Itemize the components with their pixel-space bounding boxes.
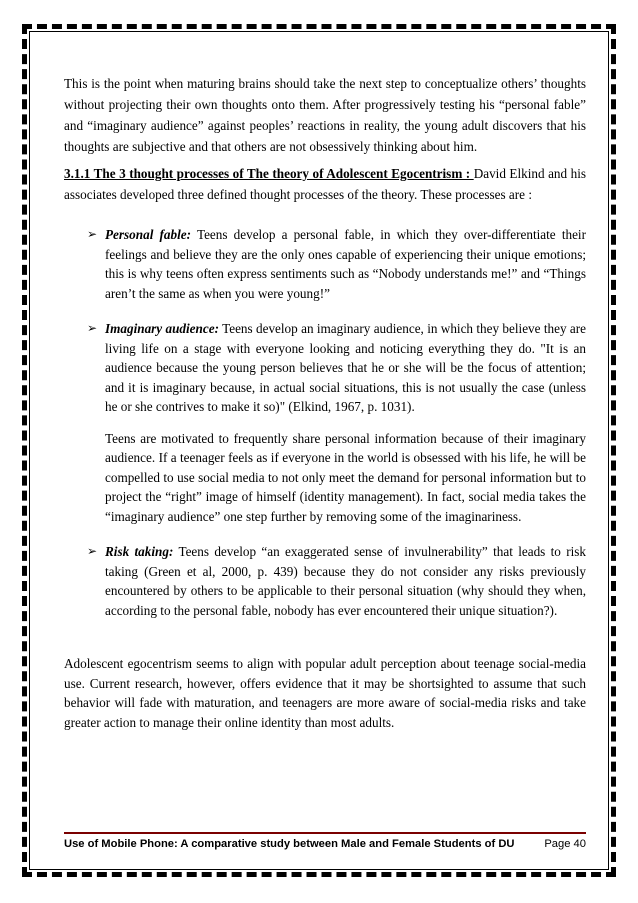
imaginary-audience-extra: Teens are motivated to frequently share personal information because of their imaginary audience. If a teenager feels as if everyone in the world is obsessed with his life, he will be compelled to use social media to not only meet the demand for personal information but to project the “right” image of himself (identity management). In fact, social media takes the “imaginary audience” one step further by removing some of the imaginariness. xyxy=(105,430,586,524)
arrow-bullet-icon: ➢ xyxy=(87,321,98,335)
section-heading: 3.1.1 The 3 thought processes of The theory of Adolescent Egocentrism : xyxy=(64,166,474,181)
document-body xyxy=(64,73,586,732)
footer-title: Use of Mobile Phone: A comparative study between Male and Female Students of DU xyxy=(64,838,515,850)
list-item-imaginary-audience xyxy=(64,319,586,526)
term-risk-taking: Risk taking: xyxy=(105,544,174,559)
thought-process-list xyxy=(64,225,586,620)
desc-risk-taking: Teens develop “an exaggerated sense of invulnerability” that leads to risk taking (Green et al, 2000, p. 439) because they do not consider any risks previously encountered by others to be applicable to their personal situation (why should they when, according to the personal fable, nobody has ever encountered their unique situation?). xyxy=(105,544,586,618)
desc-imaginary-audience: Teens develop an imaginary audience, in which they believe they are living life on a stage with everyone looking and noticing everything they do. "It is an audience because the young person believes that he or she will be the focus of attention; and it is imaginary because, in actual social situations, this is not usually the case (unless he or she contrives to make it so)" (Elkind, 1967, p. 1031). xyxy=(105,321,586,414)
arrow-bullet-icon: ➢ xyxy=(87,227,98,241)
page-number: Page 40 xyxy=(544,838,586,850)
arrow-bullet-icon: ➢ xyxy=(87,544,98,558)
list-item-personal-fable xyxy=(64,225,586,303)
section-intro-text: David Elkind and his associates developed three defined thought processes of the theory. These processes are : xyxy=(64,166,586,202)
list-item-risk-taking xyxy=(64,542,586,620)
desc-personal-fable: Teens develop a personal fable, in which they over-differentiate their feelings and believe they are the only ones capable of experiencing their unique emotions; this is why teens often express sentiments such as “Nobody understands me!” and “Things aren’t the same as when you were young!” xyxy=(105,227,586,301)
page-footer xyxy=(64,832,586,850)
term-personal-fable: Personal fable: xyxy=(105,227,192,242)
intro-paragraph: This is the point when maturing brains should take the next step to conceptualize others’ thoughts without projecting their own thoughts onto them. After progressively testing his “personal fable” and “imaginary audience” against peoples’ reactions in reality, the young adult discovers that his thoughts are subjective and that others are not obsessively thinking about him. xyxy=(64,76,586,154)
term-imaginary-audience: Imaginary audience: xyxy=(105,321,219,336)
section-heading-paragraph xyxy=(64,163,586,205)
closing-paragraph: Adolescent egocentrism seems to align with popular adult perception about teenage social-media use. Current research, however, offers evidence that it may be shortsighted to assume that such behavior will fade with maturation, and teenagers are more aware of social-media risks and take greater action to manage their online identity than most adults. xyxy=(64,656,586,730)
